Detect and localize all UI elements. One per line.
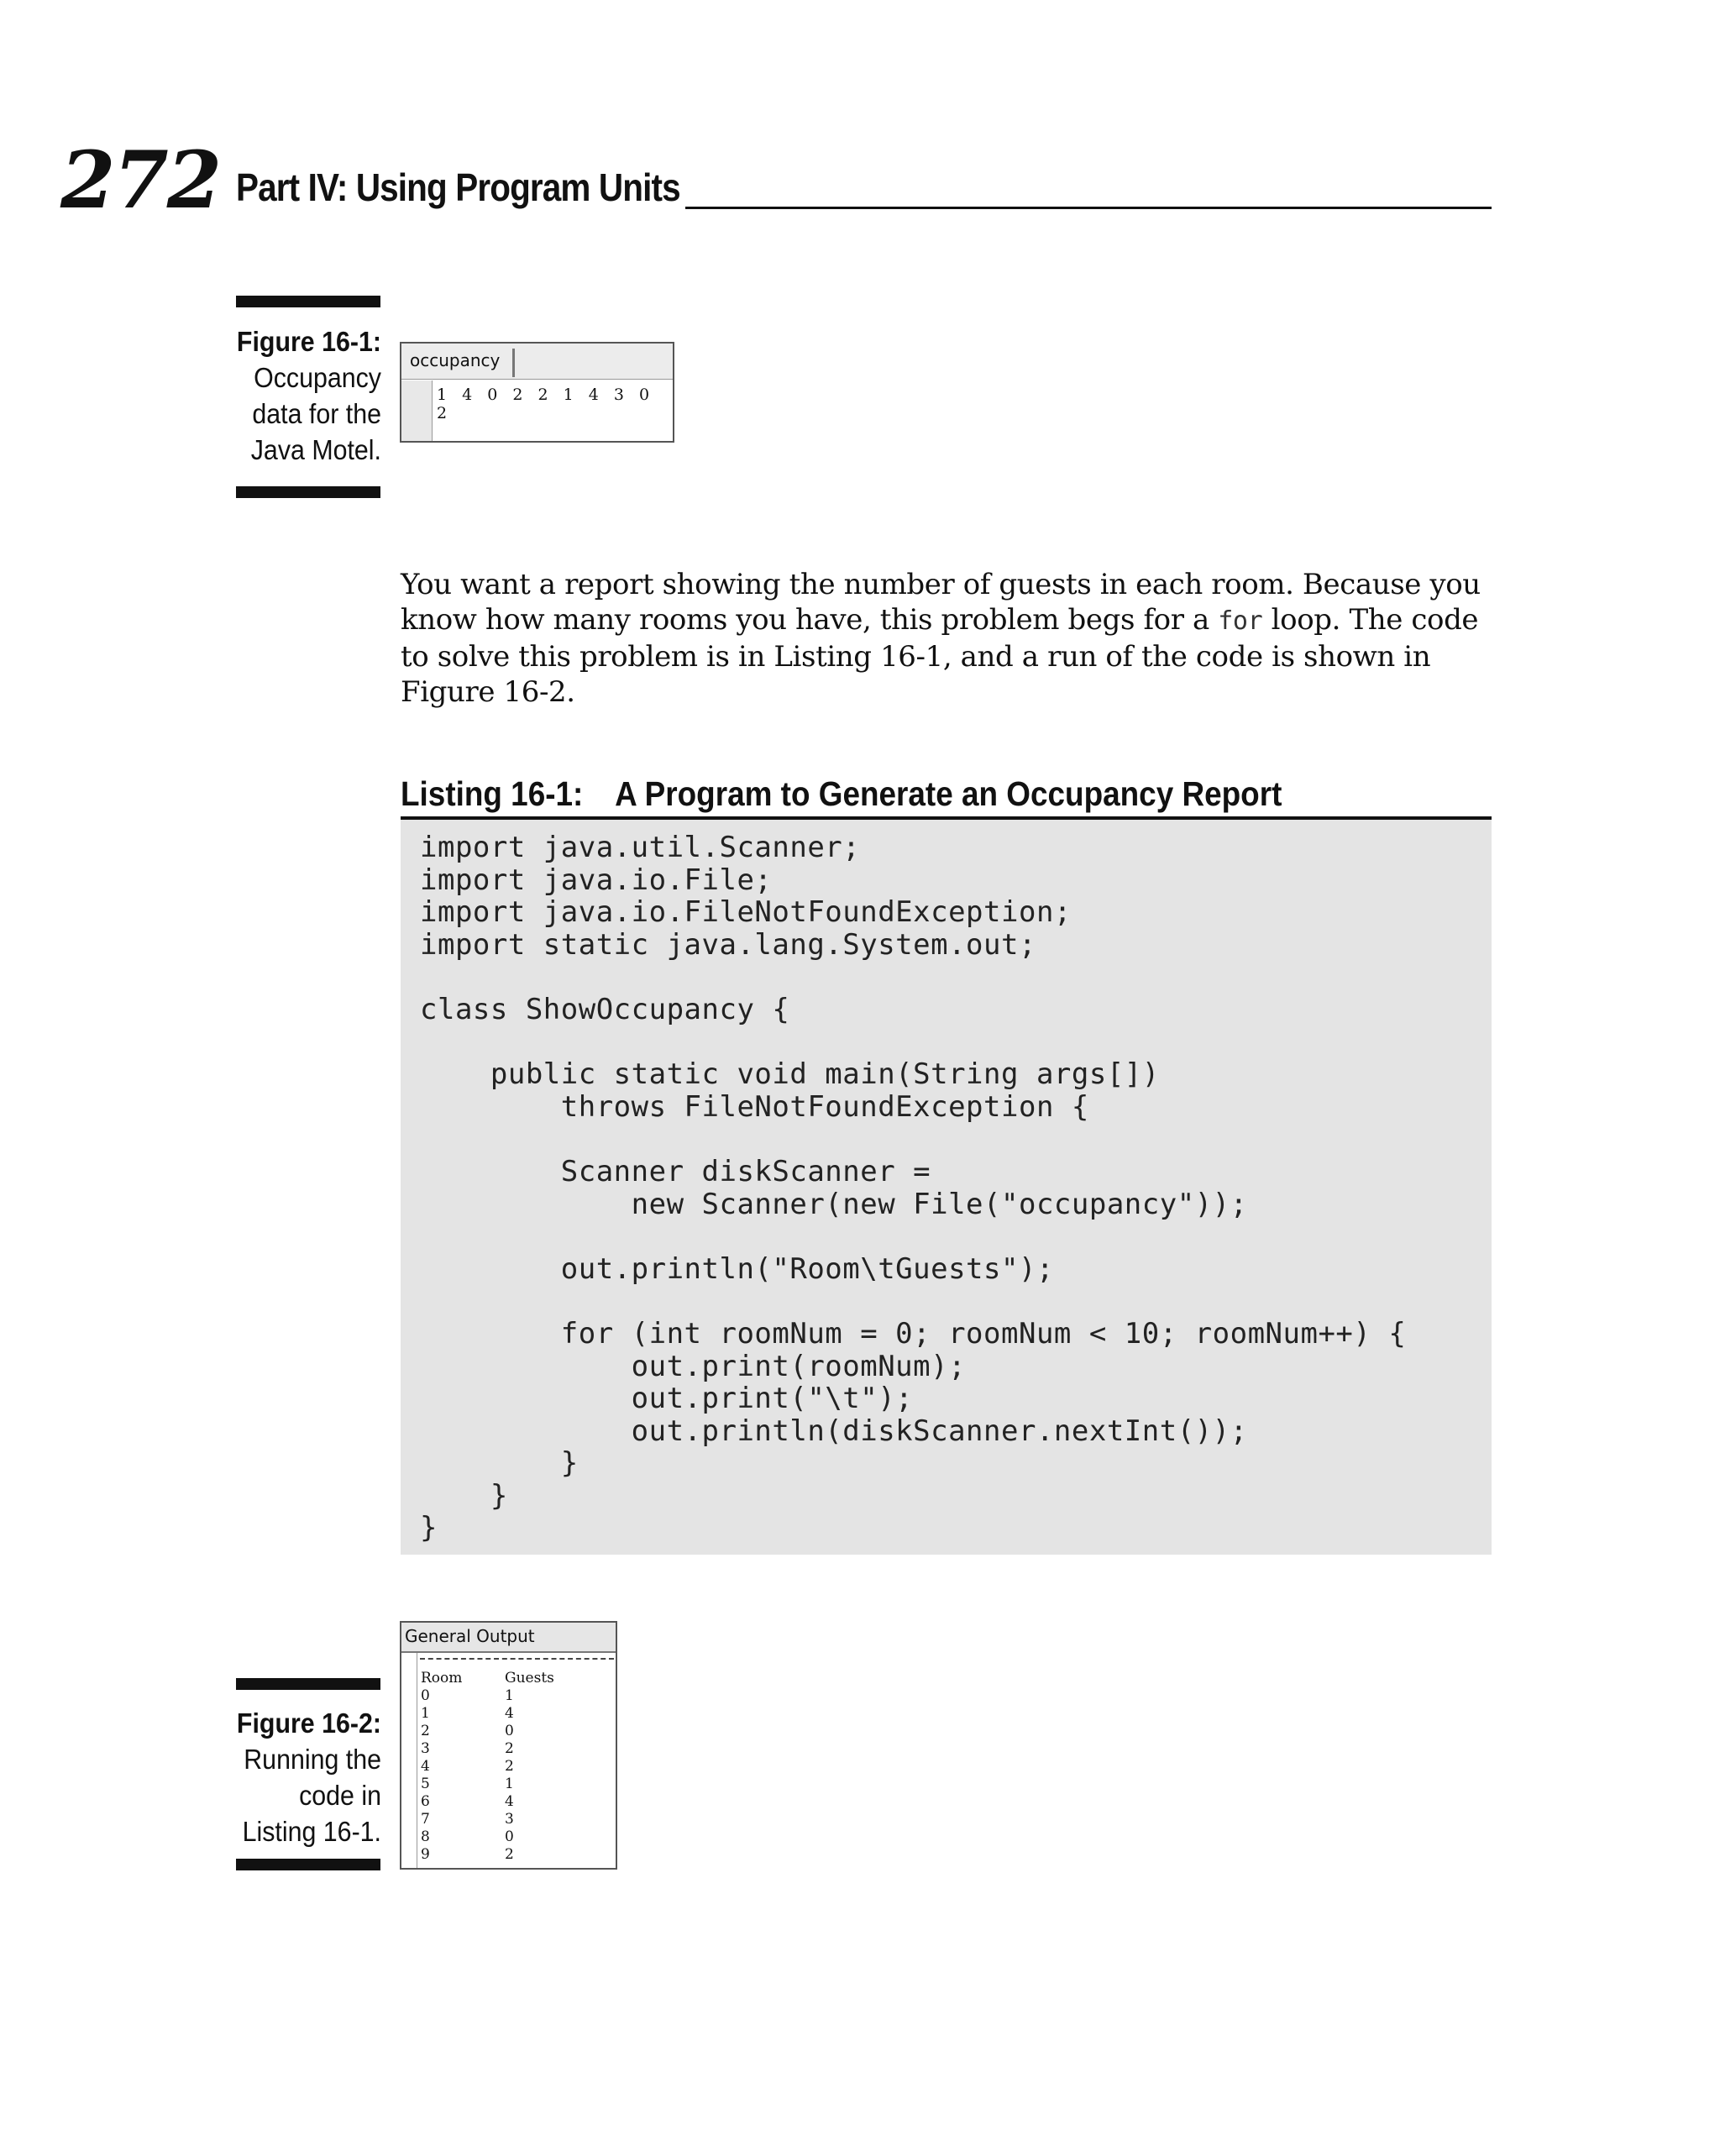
table-row [421,1828,554,1846]
figure1-caption-text: Occupancy data for the Java Motel. [250,362,381,465]
table-row [421,1723,554,1740]
table-row [421,1776,554,1793]
occupancy-window [400,342,674,443]
room-cell: 9 [421,1846,430,1863]
general-output-window [400,1621,617,1870]
tab-separator [512,349,515,377]
room-cell: 3 [421,1740,430,1757]
table-row [421,1705,554,1723]
room-cell: 4 [421,1758,430,1775]
figure2-caption [223,1705,381,1849]
figure1-label: Figure 16-1: [236,326,381,357]
listing-title: A Program to Generate an Occupancy Report [615,774,1282,813]
code-listing: import java.util.Scanner; import java.io.File; import java.io.FileNotFoundException; import static java.lang.System.out; class ShowOccupancy { public static void main(String args[]) throws FileNotFoundException { Scanner diskScanner = new Scanner(new File("occupancy")); out.println("Room\tGuests"); for (int roomNum = 0; roomNum < 10; roomNum++) { out.print(roomNum); out.print("\t"); out.println(diskScanner.nextInt()); } } } [420,831,1407,1545]
paragraph-text-after: loop. The code to solve this problem is in Listing 16-1, and a run of the code is shown in Figure 16-2. [401,603,1479,709]
header-rule [685,207,1492,209]
listing-heading [401,774,1282,813]
room-cell: 5 [421,1776,430,1792]
guests-cell: 4 [505,1705,514,1722]
room-cell: 2 [421,1723,430,1739]
output-dashed-rule [420,1658,614,1660]
running-head: Part IV: Using Program Units [236,165,680,209]
figure2-label: Figure 16-2: [236,1707,381,1739]
table-row [421,1687,554,1705]
figure2-caption-bottom-bar [236,1859,380,1870]
guests-header: Guests [505,1670,554,1687]
listing-label: Listing 16-1: [401,774,584,813]
table-row [421,1811,554,1828]
output-title: General Output [405,1626,535,1646]
output-table [421,1670,554,1864]
table-row [421,1793,554,1811]
table-row [421,1758,554,1776]
table-row [421,1740,554,1758]
guests-cell: 2 [505,1758,514,1775]
occupancy-data: 1 4 0 2 2 1 4 3 0 2 [437,386,651,422]
guests-cell: 3 [505,1811,514,1828]
guests-cell: 1 [505,1776,514,1792]
room-cell: 6 [421,1793,430,1810]
guests-cell: 0 [505,1828,514,1845]
room-cell: 8 [421,1828,430,1845]
body-paragraph [401,567,1492,710]
room-cell: 7 [421,1811,430,1828]
guests-cell: 4 [505,1793,514,1810]
figure2-caption-top-bar [236,1678,380,1690]
output-gutter [401,1653,417,1868]
guests-cell: 2 [505,1846,514,1863]
figure1-caption-top-bar [236,296,380,307]
guests-cell: 2 [505,1740,514,1757]
guests-cell: 0 [505,1723,514,1739]
output-title-bar [401,1623,616,1653]
figure1-caption [223,323,381,468]
occupancy-tab-bar [401,344,673,380]
room-cell: 0 [421,1687,430,1704]
figure2-caption-text: Running the code in Listing 16-1. [242,1744,381,1847]
room-cell: 1 [421,1705,430,1722]
room-header: Room [421,1670,463,1687]
occupancy-tab[interactable]: occupancy [410,350,501,370]
paragraph-text-before: You want a report showing the number of guests in each room. Because you know how many rooms you have, this problem begs for a [401,568,1481,637]
guests-cell: 1 [505,1687,514,1704]
page-number: 272 [60,134,221,227]
paragraph-code-word: for [1218,606,1263,636]
code-listing-box [401,820,1492,1555]
line-gutter [401,380,433,441]
table-row [421,1846,554,1864]
figure1-caption-bottom-bar [236,486,380,498]
output-header-row [421,1670,554,1687]
